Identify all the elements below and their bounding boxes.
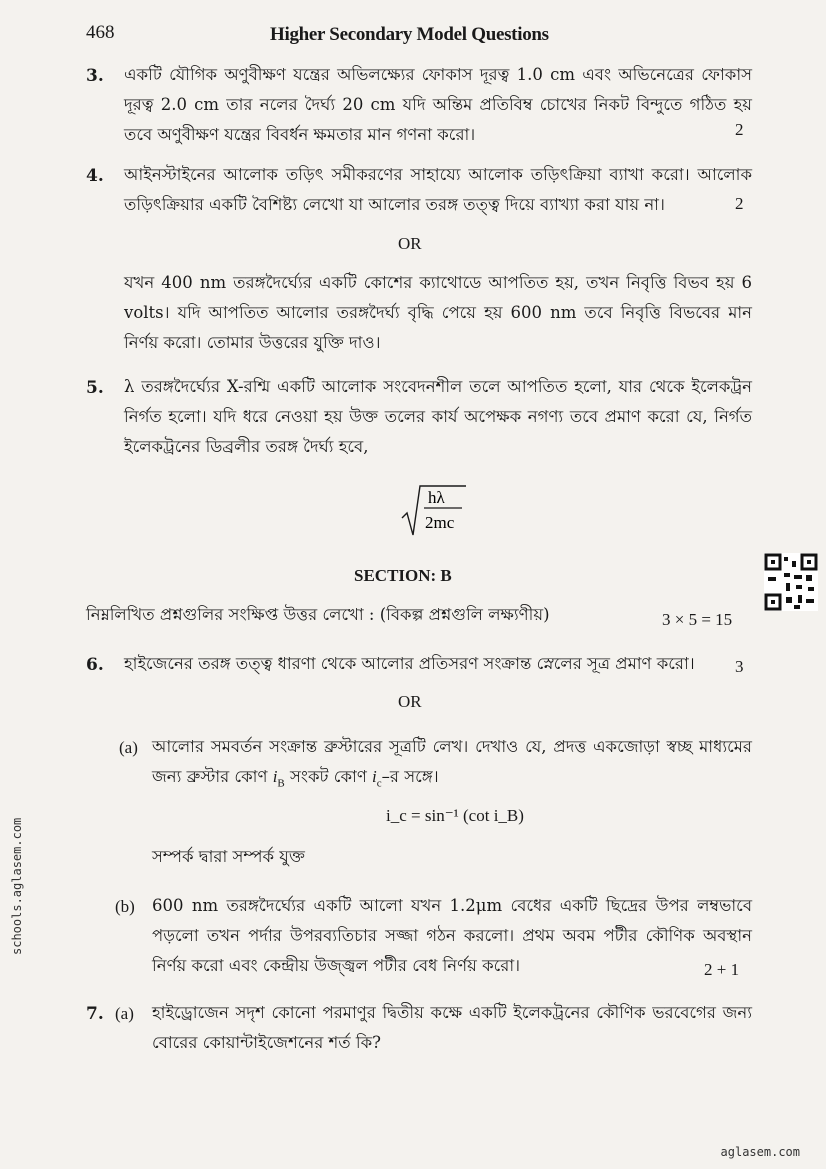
q6a-text: আলোর সমবর্তন সংক্রান্ত ব্রুস্টারের সূত্রটি লেখ। দেখাও যে, প্রদত্ত একজোড়া স্বচ্ছ মাধ্যমের জন্য ব্রুস্টার কোণ $i_B$ সংকট কোণ $i_c-র$ সঙ্গে।: [152, 737, 752, 790]
q3-number: 3.: [86, 66, 104, 86]
q7a-text: হাইড্রোজেন সদৃশ কোনো পরমাণুর দ্বিতীয় কক্ষে একটি ইলেকট্রনের কৌণিক ভরবেগের জন্য বোরের কোয়ান্টাইজেশনের শর্ত কি?: [152, 1003, 752, 1052]
q4-marks: 2: [735, 194, 744, 213]
page-header-title: Higher Secondary Model Questions: [270, 24, 549, 45]
q6a-relation: সম্পর্ক দ্বারা সম্পর্ক যুক্ত: [152, 847, 305, 866]
section-b-instruction: নিম্নলিখিত প্রশ্নগুলির সংক্ষিপ্ত উত্তর লেখো : (বিকল্প প্রশ্নগুলি লক্ষ্যণীয়): [86, 605, 550, 624]
or-separator: OR: [398, 234, 422, 253]
or-separator-2: OR: [398, 692, 422, 711]
q6-marks: 3: [735, 657, 744, 676]
q5-number: 5.: [86, 378, 104, 398]
q7-number: 7.: [86, 1004, 104, 1024]
q5-text: λ তরঙ্গদৈর্ঘ্যের X-রশ্মি একটি আলোক সংবেদনশীল তলে আপতিত হলো, যার থেকে ইলেকট্রন নির্গত হলো। যদি ধরে নেওয়া হয় উক্ত তলের কার্য অপেক্ষক নগণ্য তবে প্রমাণ করো যে, নির্গত ইলেকট্রনের ডিব্রলীর তরঙ্গ দৈর্ঘ্য হবে,: [124, 377, 752, 456]
q6-number: 6.: [86, 655, 104, 675]
q7a-label: (a): [115, 1004, 134, 1023]
q6b-label: (b): [115, 897, 135, 916]
q6-text: হাইজেনের তরঙ্গ তত্ত্ব ধারণা থেকে আলোর প্রতিসরণ সংক্রান্ত স্নেলের সূত্র প্রমাণ করো।: [124, 654, 695, 673]
formula-denominator: 2mc: [425, 513, 455, 532]
section-b-marks: 3 × 5 = 15: [662, 610, 733, 629]
q6b-text: 600 nm তরঙ্গদৈর্ঘ্যের একটি আলো যখন 1.2μm বেধের একটি ছিদ্রের উপর লম্বভাবে পড়লো তখন পর্দার উপরব্যতিচার সজ্জা গঠন করলো। প্রথম অবম পটীর কৌণিক অবস্থান নির্ণয় করো এবং কেন্দ্রীয় উজ্জ্বল পটীর বেধ নির্ণয় করো।: [152, 896, 752, 975]
q4-number: 4.: [86, 166, 104, 186]
q3-marks: 2: [735, 120, 744, 139]
page-number: 468: [86, 22, 115, 43]
footer-watermark: aglasem.com: [720, 1145, 800, 1159]
q4-text: আইনস্টাইনের আলোক তড়িৎ সমীকরণের সাহায্যে আলোক তড়িৎক্রিয়া ব্যাখা করো। আলোক তড়িৎক্রিয়ার একটি বৈশিষ্ট্য লেখো যা আলোর তরঙ্গ তত্ত্ব দিয়ে ব্যাখ্যা করা যায় না।: [124, 165, 752, 214]
q6a-label: (a): [119, 738, 138, 757]
q4-alt-text: যখন 400 nm তরঙ্গদৈর্ঘ্যের একটি কোশের ক্যাথোডে আপতিত হয়, তখন নিবৃত্তি বিভব হয় 6 volts। যদি আপতিত আলোর তরঙ্গদৈর্ঘ্য বৃদ্ধি পেয়ে হয় 600 nm তবে নিবৃত্তি বিভবের মান নির্ণয় করো। তোমার উত্তরের যুক্তি দাও।: [124, 273, 752, 352]
section-b-title: SECTION: B: [354, 566, 452, 585]
debroglie-formula: [398, 480, 468, 540]
brewster-formula: i_c = sin⁻¹ (cot i_B): [386, 806, 524, 825]
q6b-marks: 2 + 1: [704, 960, 740, 979]
formula-numerator: hλ: [428, 488, 445, 507]
side-watermark: schools.aglasem.com: [10, 817, 24, 955]
q3-text: একটি যৌগিক অণুবীক্ষণ যন্ত্রের অভিলক্ষ্যের ফোকাস দূরত্ব 1.0 cm এবং অভিনেত্রের ফোকাস দূরত্ব 2.0 cm তার নলের দৈর্ঘ্য 20 cm যদি অন্তিম প্রতিবিম্ব চোখের নিকট বিন্দুতে গঠিত হয় তবে অণুবীক্ষণ যন্ত্রের বিবর্ধন ক্ষমতার মান গণনা করো।: [124, 65, 752, 144]
qr-code-image: [764, 553, 818, 611]
